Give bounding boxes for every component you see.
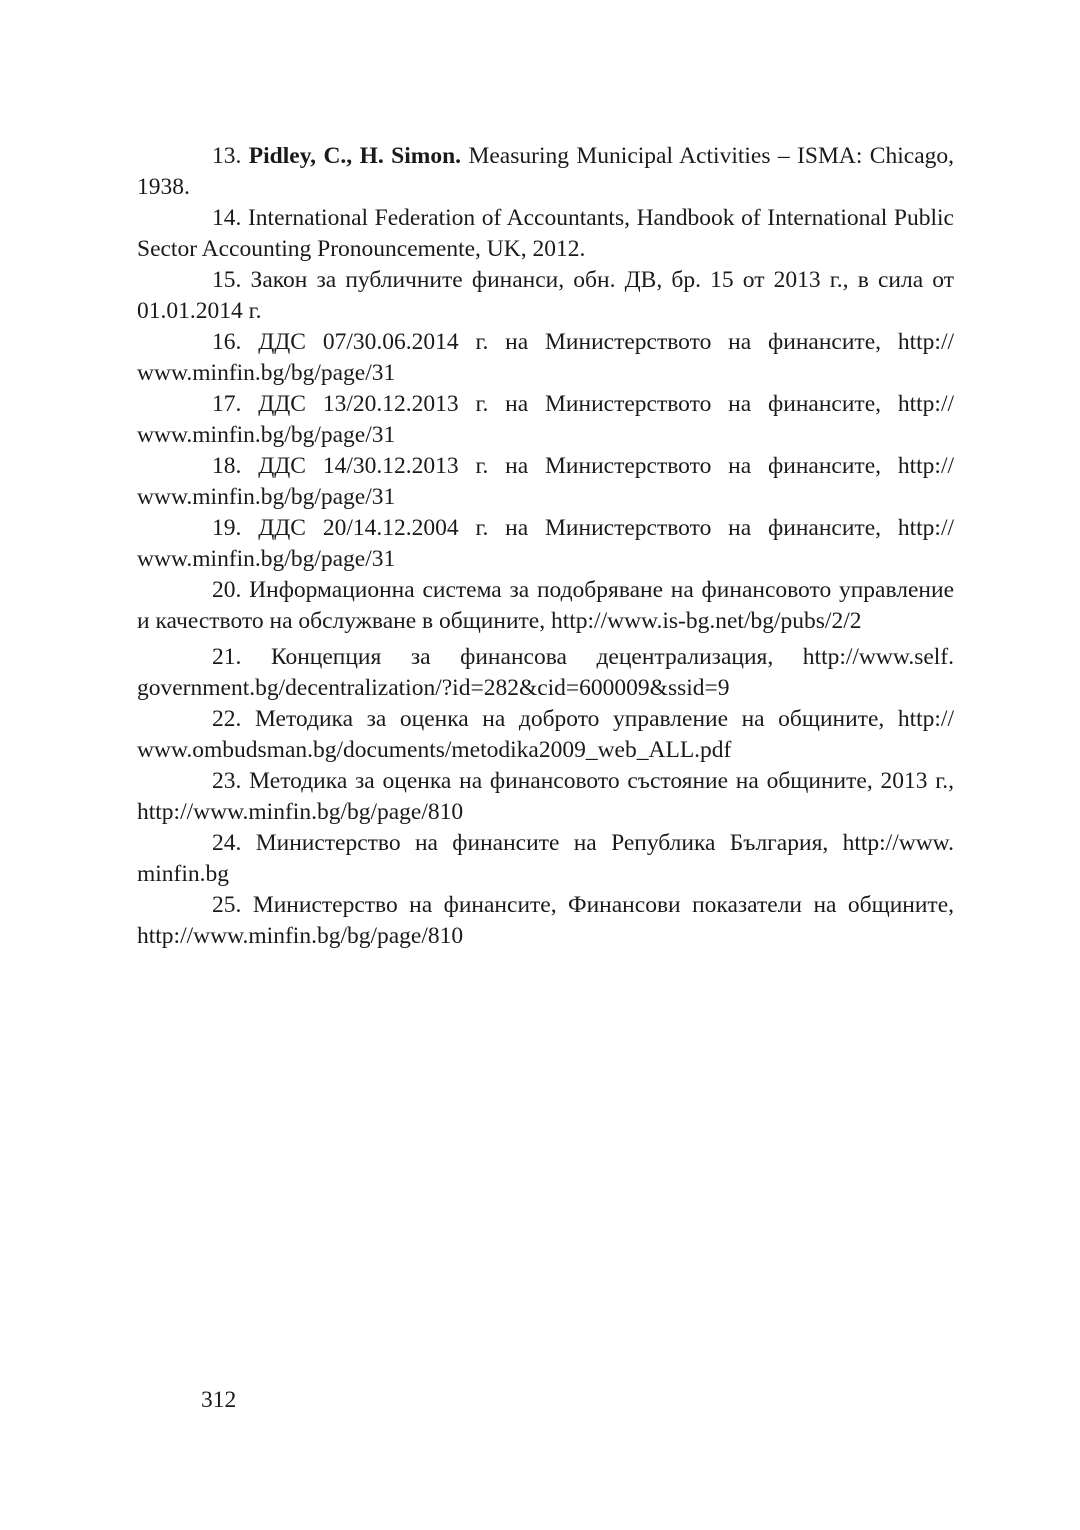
reference-list — [137, 141, 954, 952]
reference-item-18 — [137, 451, 954, 513]
reference-number: 20. — [212, 577, 242, 603]
reference-item-19 — [137, 513, 954, 575]
reference-number: 22. — [212, 706, 242, 732]
reference-text: ДДС 13/20.12.2013 г. на Министерството на финансите, http://​www.minfin.bg/bg/page/31 — [137, 391, 955, 448]
reference-number: 23. — [212, 768, 242, 794]
reference-author: Pidley, C., H. Simon. — [248, 143, 462, 169]
reference-number: 13. — [212, 143, 242, 169]
reference-item-13 — [137, 141, 954, 203]
reference-item-17 — [137, 389, 954, 451]
reference-item-20 — [137, 575, 954, 637]
reference-number: 17. — [212, 391, 242, 417]
reference-item-21 — [137, 642, 954, 704]
reference-number: 16. — [212, 329, 242, 355]
reference-text: Информационна система за подобряване на финансовото управление и качеството на обслужване в общините, http://www.is-bg.net/bg/pubs/​2/2 — [137, 577, 955, 634]
reference-number: 18. — [212, 453, 242, 479]
reference-text: Концепция за финансова децентрализация, http://www.self.​government.bg/decentralization/?id=282&cid=600009&ssid=9 — [137, 644, 954, 701]
reference-text: Закон за публичните финанси, обн. ДВ, бр. 15 от 2013 г., в сила от 01.01.2014 г. — [137, 267, 954, 324]
reference-item-25 — [137, 890, 954, 952]
reference-text: ДДС 14/30.12.2013 г. на Министерството на финансите, http://​www.minfin.bg/bg/page/31 — [137, 453, 955, 510]
reference-number: 25. — [212, 892, 242, 918]
reference-text: ДДС 20/14.12.2004 г. на Министерството на финансите, http://​www.minfin.bg/bg/page/31 — [137, 515, 955, 572]
reference-item-24 — [137, 828, 954, 890]
reference-text: Министерство на финансите, Финансови показатели на общините, http://www.minfin.bg/bg/page/810 — [137, 892, 955, 949]
reference-item-16 — [137, 327, 954, 389]
reference-item-22 — [137, 704, 954, 766]
reference-number: 21. — [212, 644, 242, 670]
page-number: 312 — [201, 1387, 237, 1413]
reference-text: Методика за оценка на доброто управление на общините, http://​www.ombudsman.bg/documents/metodika2009_web_ALL.pdf — [137, 706, 954, 763]
reference-item-14 — [137, 203, 954, 265]
reference-item-23 — [137, 766, 954, 828]
reference-text: Методика за оценка на финансовото състояние на общините, 2013 г., http://www.minfin.bg/bg/page/810 — [137, 768, 955, 825]
reference-number: 24. — [212, 830, 242, 856]
reference-item-15 — [137, 265, 954, 327]
reference-number: 19. — [212, 515, 242, 541]
reference-text: ДДС 07/30.06.2014 г. на Министерството на финансите, http://​www.minfin.bg/bg/page/31 — [137, 329, 955, 386]
reference-text: International Federation of Accountants, Handbook of International Public Sector Accounting Pronouncemente, UK, 2012. — [137, 205, 954, 262]
reference-number: 14. — [212, 205, 242, 231]
reference-text: Министерство на финансите на Република България, http://www.​minfin.bg — [137, 830, 954, 887]
reference-text: Measuring Municipal Activities – ISMA: Chicago, 1938. — [137, 143, 954, 200]
reference-number: 15. — [212, 267, 242, 293]
